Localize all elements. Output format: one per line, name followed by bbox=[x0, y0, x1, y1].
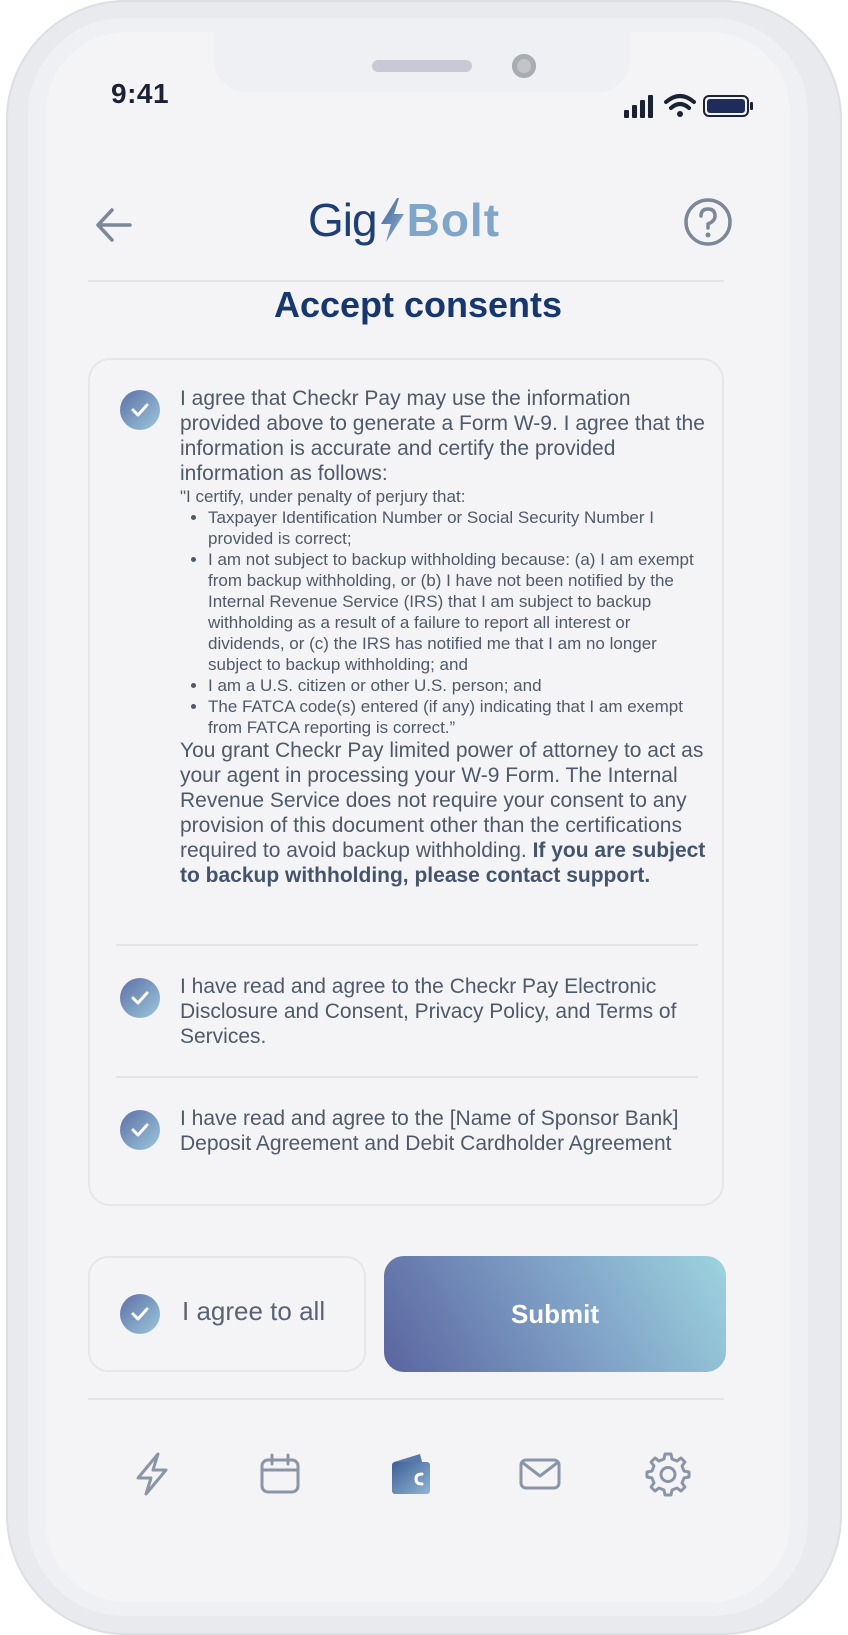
nav-divider bbox=[88, 1398, 724, 1400]
w9-consent-text bbox=[180, 386, 710, 888]
back-button[interactable] bbox=[90, 200, 140, 250]
checkmark-icon bbox=[129, 987, 151, 1009]
consent-divider bbox=[116, 944, 698, 946]
w9-intro: I agree that Checkr Pay may use the information provided above to generate a Form W-9. I agree that the information is accurate and certify the provided information as follows: bbox=[180, 387, 705, 485]
wifi-icon bbox=[666, 96, 694, 117]
checkmark-icon bbox=[129, 399, 151, 421]
gigbolt-logo bbox=[308, 190, 528, 250]
electronic-disclosure-text: I have read and agree to the Checkr Pay Electronic Disclosure and Consent, Privacy Policy, and Terms of Services. bbox=[180, 975, 677, 1048]
calendar-icon bbox=[256, 1450, 304, 1498]
w9-consent-checkbox[interactable] bbox=[120, 390, 160, 430]
consents-card bbox=[88, 358, 724, 1206]
gear-icon bbox=[644, 1450, 692, 1498]
w9-bullet-item: • Taxpayer Identification Number or Social Security Number I provided is correct; bbox=[208, 507, 710, 549]
electronic-disclosure-checkbox[interactable] bbox=[120, 978, 160, 1018]
agree-all-toggle[interactable] bbox=[88, 1256, 366, 1372]
app-screen bbox=[46, 32, 790, 1602]
w9-closing-bold: If you are subject to backup withholding, please contact support. bbox=[180, 839, 706, 887]
nav-item-mail[interactable] bbox=[516, 1450, 564, 1498]
agree-all-label: I agree to all bbox=[182, 1296, 326, 1326]
arrow-left-icon bbox=[90, 200, 140, 250]
speaker bbox=[372, 60, 472, 72]
logo-gig-text: Gig bbox=[308, 194, 377, 246]
question-circle-icon bbox=[682, 196, 734, 248]
nav-item-calendar[interactable] bbox=[256, 1450, 304, 1498]
logo-bolt-text: Bolt bbox=[406, 194, 501, 246]
w9-bullet-item: • I am a U.S. citizen or other U.S. person; and bbox=[208, 675, 710, 696]
app-header bbox=[46, 182, 790, 282]
header-divider bbox=[88, 280, 724, 282]
checkmark-icon bbox=[129, 1119, 151, 1141]
bolt-icon bbox=[128, 1450, 176, 1498]
w9-bullet-list bbox=[180, 507, 710, 738]
page-title: Accept consents bbox=[273, 284, 563, 325]
consent-divider bbox=[116, 1076, 698, 1078]
help-button[interactable] bbox=[682, 196, 734, 248]
nav-item-wallet[interactable] bbox=[386, 1450, 434, 1498]
nav-item-settings[interactable] bbox=[644, 1450, 692, 1498]
camera bbox=[512, 54, 536, 78]
submit-button[interactable]: Submit bbox=[384, 1256, 726, 1372]
w9-closing-text: You grant Checkr Pay limited power of attorney to act as your agent in processing your W-9 Form. The Internal Revenue Service does not require your consent to any provision of this document other than the certifications required to avoid backup withholding. bbox=[180, 739, 704, 862]
mail-icon bbox=[516, 1450, 564, 1498]
nav-item-bolt[interactable] bbox=[128, 1450, 176, 1498]
status-time: 9:41 bbox=[111, 78, 170, 109]
bolt-logo-icon bbox=[377, 196, 407, 244]
w9-certify-heading: "I certify, under penalty of perjury that: bbox=[180, 487, 466, 506]
w9-closing bbox=[180, 738, 710, 888]
bottom-nav bbox=[46, 1432, 790, 1542]
signal-icon bbox=[624, 95, 653, 118]
w9-bullet-item: • I am not subject to backup withholding because: (a) I am exempt from backup withholding, or (b) I have not been notified by the Internal Revenue Service (IRS) that I am subject to backup withholding as a result of a failure to report all interest or dividends, or (c) the IRS has notified me that I am no longer subject to backup withholding; and bbox=[208, 549, 710, 675]
deposit-agreement-text: I have read and agree to the [Name of Sponsor Bank] Deposit Agreement and Debit Cardholder Agreement bbox=[180, 1107, 679, 1155]
w9-bullet-item: • The FATCA code(s) entered (if any) indicating that I am exempt from FATCA reporting is correct.” bbox=[208, 696, 710, 738]
battery-icon bbox=[704, 96, 753, 116]
deposit-agreement-checkbox[interactable] bbox=[120, 1110, 160, 1150]
status-icons bbox=[624, 92, 774, 122]
wallet-icon bbox=[386, 1450, 434, 1498]
checkmark-icon bbox=[129, 1303, 151, 1325]
agree-all-checkbox[interactable] bbox=[120, 1294, 160, 1334]
